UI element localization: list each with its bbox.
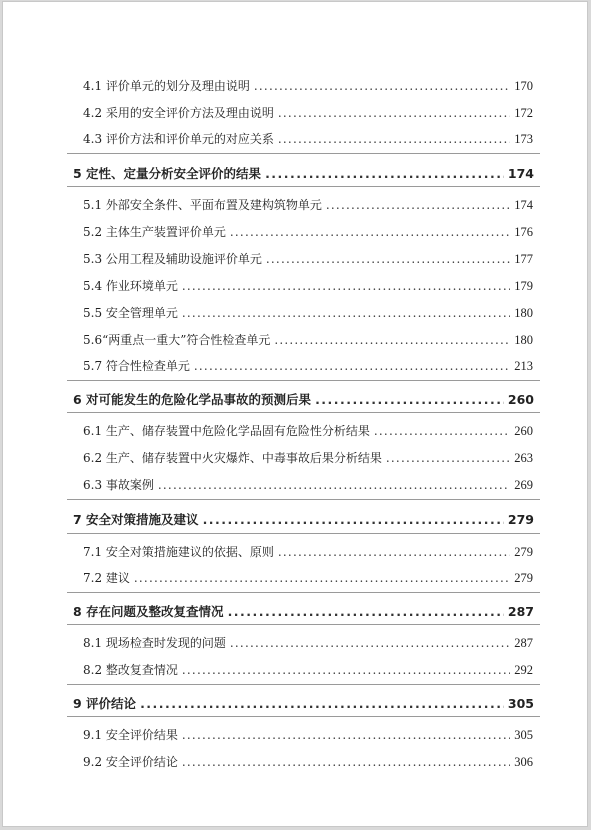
toc-entry-page: 179 [514,279,533,293]
toc-chapter-page: 305 [507,696,534,711]
toc-entry-label: 7.1 安全对策措施建议的依据、原则 [83,545,274,559]
toc-entry-page: 180 [514,333,533,347]
toc-entry-page: 305 [514,728,533,742]
toc-entry-label: 5.3 公用工程及辅助设施评价单元 [83,252,262,266]
section-divider [67,153,540,154]
leader-dots [182,306,510,320]
toc-entry-5-6[interactable] [83,331,533,348]
leader-dots [374,424,510,438]
section-divider [67,716,540,717]
toc-entry-page: 170 [514,79,533,93]
toc-entry-page: 287 [514,636,533,650]
toc-entry-page: 292 [514,663,533,677]
section-divider [67,684,540,685]
toc-entry-label: 5.2 主体生产装置评价单元 [83,225,226,239]
toc-entry-5-1[interactable] [83,196,533,213]
toc-chapter-label: 8 存在问题及整改复查情况 [73,604,224,619]
leader-dots [203,512,504,527]
document-page [2,1,588,827]
toc-chapter-page: 279 [507,512,534,527]
toc-chapter-page: 287 [507,604,534,619]
toc-chapter-8[interactable] [73,602,534,620]
toc-entry-label: 5.7 符合性检查单元 [83,359,190,373]
leader-dots [278,132,510,146]
toc-entry-7-2[interactable] [83,569,533,586]
toc-entry-label: 6.2 生产、储存装置中火灾爆炸、中毒事故后果分析结果 [83,451,382,465]
toc-entry-9-1[interactable] [83,726,533,743]
section-divider [67,186,540,187]
toc-chapter-9[interactable] [73,694,534,712]
leader-dots [230,636,510,650]
toc-entry-label: 6.1 生产、储存装置中危险化学品固有危险性分析结果 [83,424,370,438]
toc-entry-label: 5.6“两重点一重大”符合性检查单元 [83,333,271,347]
toc-chapter-label: 7 安全对策措施及建议 [73,512,199,527]
toc-entry-5-7[interactable] [83,357,533,374]
toc-entry-page: 177 [514,252,533,266]
section-divider [67,412,540,413]
toc-entry-page: 176 [514,225,533,239]
toc-entry-label: 8.2 整改复查情况 [83,663,178,677]
toc-entry-label: 5.4 作业环境单元 [83,279,178,293]
section-divider [67,624,540,625]
section-divider [67,533,540,534]
section-divider [67,380,540,381]
toc-entry-4-1[interactable] [83,77,533,94]
leader-dots [278,545,510,559]
toc-entry-label: 5.1 外部安全条件、平面布置及建构筑物单元 [83,198,322,212]
toc-entry-5-2[interactable] [83,223,533,240]
toc-chapter-7[interactable] [73,510,534,528]
leader-dots [230,225,510,239]
toc-entry-4-3[interactable] [83,130,533,147]
toc-entry-label: 4.1 评价单元的划分及理由说明 [83,79,250,93]
toc-entry-page: 174 [514,198,533,212]
leader-dots [182,728,510,742]
toc-entry-5-3[interactable] [83,250,533,267]
toc-chapter-label: 5 定性、定量分析安全评价的结果 [73,166,262,181]
toc-entry-page: 180 [514,306,533,320]
toc-entry-label: 9.1 安全评价结果 [83,728,178,742]
toc-chapter-page: 174 [507,166,534,181]
toc-entry-label: 9.2 安全评价结论 [83,755,178,769]
leader-dots [266,252,510,266]
toc-entry-7-1[interactable] [83,543,533,560]
leader-dots [158,478,510,492]
leader-dots [182,755,510,769]
toc-chapter-label: 9 评价结论 [73,696,137,711]
section-divider [67,499,540,500]
toc-entry-page: 279 [514,571,533,585]
toc-entry-page: 172 [514,106,533,120]
leader-dots [182,279,510,293]
leader-dots [315,392,504,407]
toc-entry-label: 7.2 建议 [83,571,130,585]
toc-entry-label: 4.2 采用的安全评价方法及理由说明 [83,106,274,120]
toc-chapter-page: 260 [507,392,534,407]
toc-entry-6-1[interactable] [83,422,533,439]
section-divider [67,592,540,593]
toc-entry-page: 306 [514,755,533,769]
leader-dots [386,451,510,465]
table-of-contents [3,2,587,826]
leader-dots [274,333,510,347]
toc-entry-5-5[interactable] [83,304,533,321]
toc-entry-4-2[interactable] [83,104,533,121]
leader-dots [254,79,510,93]
toc-entry-page: 269 [514,478,533,492]
leader-dots [194,359,510,373]
toc-entry-9-2[interactable] [83,753,533,770]
toc-entry-page: 173 [514,132,533,146]
toc-entry-page: 279 [514,545,533,559]
toc-entry-label: 5.5 安全管理单元 [83,306,178,320]
toc-entry-6-2[interactable] [83,449,533,466]
toc-chapter-5[interactable] [73,164,534,182]
toc-entry-5-4[interactable] [83,277,533,294]
toc-entry-8-1[interactable] [83,634,533,651]
leader-dots [228,604,504,619]
toc-entry-label: 8.1 现场检查时发现的问题 [83,636,226,650]
toc-entry-6-3[interactable] [83,476,533,493]
leader-dots [182,663,510,677]
toc-entry-8-2[interactable] [83,661,533,678]
toc-entry-page: 213 [514,359,533,373]
toc-entry-label: 6.3 事故案例 [83,478,154,492]
leader-dots [140,696,504,711]
toc-entry-page: 263 [514,451,533,465]
leader-dots [326,198,510,212]
toc-entry-label: 4.3 评价方法和评价单元的对应关系 [83,132,274,146]
toc-chapter-6[interactable] [73,390,534,408]
leader-dots [278,106,510,120]
toc-entry-page: 260 [514,424,533,438]
leader-dots [265,166,504,181]
leader-dots [134,571,510,585]
toc-chapter-label: 6 对可能发生的危险化学品事故的预测后果 [73,392,312,407]
